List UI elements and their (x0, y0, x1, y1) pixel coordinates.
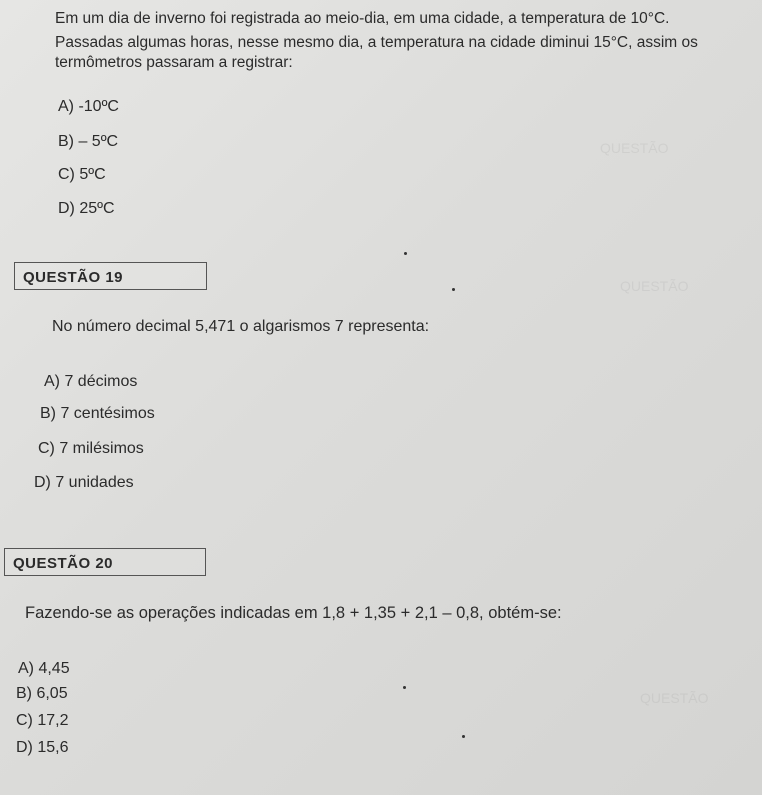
q18-option-d[interactable]: D) 25ºC (58, 200, 115, 217)
q19-option-d[interactable]: D) 7 unidades (34, 474, 134, 491)
q20-option-d[interactable]: D) 15,6 (16, 739, 69, 756)
question-20-header (4, 548, 206, 576)
bleed-through-text: QUESTÃO (600, 140, 669, 156)
paper-speck (403, 686, 406, 689)
q20-option-c[interactable]: C) 17,2 (16, 712, 69, 729)
question-20-stem: Fazendo-se as operações indicadas em 1,8 + 1,35 + 2,1 – 0,8, obtém-se: (25, 604, 562, 622)
q18-option-b[interactable]: B) – 5ºC (58, 133, 119, 150)
intro-line-3: termômetros passaram a registrar: (55, 54, 293, 71)
question-19-header (14, 262, 207, 290)
intro-line-1: Em um dia de inverno foi registrada ao meio-dia, em uma cidade, a temperatura de 10°C. (55, 10, 670, 27)
paper-speck (404, 252, 407, 255)
paper-speck (462, 735, 465, 738)
bleed-through-text: QUESTÃO (620, 278, 689, 294)
q19-option-b[interactable]: B) 7 centésimos (40, 405, 155, 422)
intro-line-2: Passadas algumas horas, nesse mesmo dia, a temperatura na cidade diminui 15°C, assim os (55, 34, 698, 51)
q18-option-c[interactable]: C) 5ºC (58, 166, 106, 183)
question-20-title: QUESTÃO 20 (13, 555, 114, 572)
question-19-stem: No número decimal 5,471 o algarismos 7 representa: (52, 318, 430, 335)
question-19-title: QUESTÃO 19 (23, 269, 124, 286)
q19-option-c[interactable]: C) 7 milésimos (38, 440, 144, 457)
q20-option-b[interactable]: B) 6,05 (16, 685, 68, 702)
q20-option-a[interactable]: A) 4,45 (18, 660, 70, 677)
q18-option-a[interactable]: A) -10ºC (58, 98, 119, 115)
q19-option-a[interactable]: A) 7 décimos (44, 373, 138, 390)
paper-speck (452, 288, 455, 291)
bleed-through-text: QUESTÃO (640, 690, 709, 706)
